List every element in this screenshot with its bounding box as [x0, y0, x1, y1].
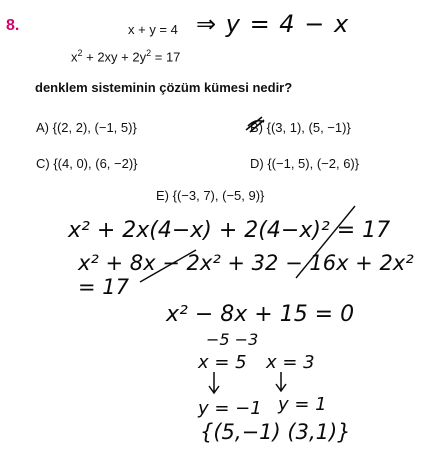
- handwritten-factors: −5 −3: [206, 330, 259, 349]
- handwritten-root-2: x = 3: [266, 352, 315, 373]
- handwritten-substitution: ⇒ y = 4 − x: [196, 10, 350, 38]
- option-e[interactable]: E) {(−3, 7), (−5, 9)}: [156, 188, 265, 203]
- equation-2-exponent: 2: [146, 48, 152, 58]
- option-d[interactable]: D) {(−1, 5), (−2, 6)}: [250, 156, 360, 171]
- handwritten-y-2: y = 1: [278, 394, 327, 415]
- option-c[interactable]: C) {(4, 0), (6, −2)}: [36, 156, 138, 171]
- handwritten-quadratic: x² − 8x + 15 = 0: [166, 302, 355, 327]
- down-arrow-1: [209, 372, 219, 393]
- handwritten-line-1: x² + 2x(4−x) + 2(4−x)² = 17: [68, 218, 391, 243]
- down-arrow-2: [276, 372, 286, 391]
- handwritten-line-2: x² + 8x − 2x² + 32 − 16x + 2x² = 17: [78, 251, 414, 299]
- equation-1: x + y = 4: [128, 22, 178, 37]
- option-b[interactable]: [250, 120, 351, 135]
- handwritten-solution-set: {(5,−1) (3,1)}: [200, 420, 351, 444]
- equation-2-part: + 2xy + 2y: [82, 49, 147, 65]
- option-a[interactable]: A) {(2, 2), (−1, 5)}: [36, 120, 137, 135]
- equation-2: [71, 48, 180, 64]
- equation-2-part: = 17: [151, 49, 181, 65]
- option-b-letter: B): [250, 120, 263, 135]
- handwritten-root-1: x = 5: [198, 352, 247, 373]
- equation-2-exponent: 2: [77, 48, 83, 58]
- question-prompt: denklem sisteminin çözüm kümesi nedir?: [35, 80, 293, 95]
- option-b-text: {(3, 1), (5, −1)}: [263, 120, 351, 135]
- handwritten-y-1: y = −1: [198, 398, 262, 419]
- equation-2-part: x: [71, 49, 78, 65]
- question-number: 8.: [6, 17, 20, 34]
